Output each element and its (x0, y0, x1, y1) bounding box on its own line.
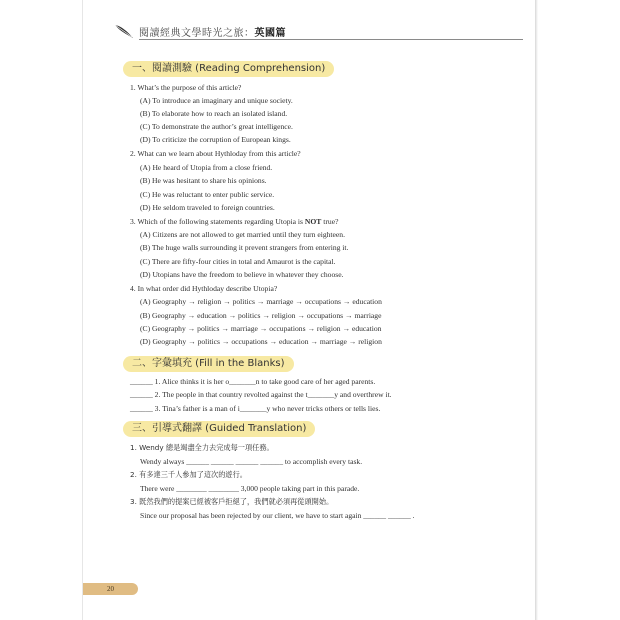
quill-pen-icon (113, 22, 135, 40)
question-2-stem: 2. What can we learn about Hythloday from this article? (130, 149, 301, 158)
header-rule (139, 39, 523, 40)
section-guided-translation: 三、引導式翻譯 (Guided Translation) (123, 421, 315, 437)
question-1-option-d: (D) To criticize the corruption of European kings. (140, 135, 291, 144)
question-3-option-b: (B) The huge walls surrounding it prevent strangers from entering it. (140, 243, 349, 252)
question-2-option-a: (A) He heard of Utopia from a close friend. (140, 163, 273, 172)
question-4-stem: 4. In what order did Hythloday describe Utopia? (130, 284, 278, 293)
section-reading-comprehension: 一、閱讀測驗 (Reading Comprehension) (123, 61, 334, 77)
question-3-stem: 3. Which of the following statements regarding Utopia is NOT true? (130, 217, 339, 226)
question-2-option-d: (D) He seldom traveled to foreign countries. (140, 203, 275, 212)
blank-item-2: ______ 2. The people in that country revolted against the t_______y and overthrew it. (130, 390, 392, 399)
question-1-stem: 1. What’s the purpose of this article? (130, 83, 242, 92)
question-2-option-c: (C) He was reluctant to enter public service. (140, 190, 275, 199)
section-fill-in-the-blanks: 二、字彙填充 (Fill in the Blanks) (123, 356, 294, 372)
page-edge-shadow (535, 0, 538, 620)
question-3-option-d: (D) Utopians have the freedom to believe in whatever they choose. (140, 270, 344, 279)
translation-2-english: There were ________ ________ 3,000 people taking part in this parade. (140, 484, 360, 493)
page-number-tab: 20 (83, 583, 138, 595)
blank-item-3: ______ 3. Tina’s father is a man of i_______y who never tricks others or tells lies. (130, 404, 381, 413)
question-1-option-b: (B) To elaborate how to reach an isolated island. (140, 109, 288, 118)
question-3-option-c: (C) There are fifty-four cities in total and Amaurot is the capital. (140, 257, 336, 266)
question-2-option-b: (B) He was hesitant to share his opinions. (140, 176, 267, 185)
translation-2-chinese: 2. 有多達三千人參加了這次的遊行。 (130, 470, 247, 479)
translation-1-chinese: 1. Wendy 總是竭盡全力去完成每一項任務。 (130, 443, 274, 452)
blank-item-1: ______ 1. Alice thinks it is her o_______n to take good care of her aged parents. (130, 377, 376, 386)
question-3-option-a: (A) Citizens are not allowed to get married until they turn eighteen. (140, 230, 345, 239)
translation-1-english: Wendy always ______ ______ ______ ______ to accomplish every task. (140, 457, 363, 466)
running-header (113, 22, 523, 42)
book-page (83, 0, 535, 620)
question-4-option-a: (A) Geography → religion → politics → marriage → occupations → education (140, 297, 382, 306)
question-1-option-c: (C) To demonstrate the author’s great intelligence. (140, 122, 293, 131)
question-4-option-b: (B) Geography → education → politics → religion → occupations → marriage (140, 311, 382, 320)
question-4-option-c: (C) Geography → politics → marriage → occupations → religion → education (140, 324, 382, 333)
header-title: 閱讀經典文學時光之旅：英國篇 (139, 28, 286, 39)
question-1-option-a: (A) To introduce an imaginary and unique society. (140, 96, 293, 105)
translation-3-chinese: 3. 既然我們的提案已經被客戶拒絕了，我們就必須再從頭開始。 (130, 497, 334, 506)
translation-3-english: Since our proposal has been rejected by our client, we have to start again ______ ______ . (140, 511, 415, 520)
question-4-option-d: (D) Geography → politics → occupations → education → marriage → religion (140, 337, 382, 346)
